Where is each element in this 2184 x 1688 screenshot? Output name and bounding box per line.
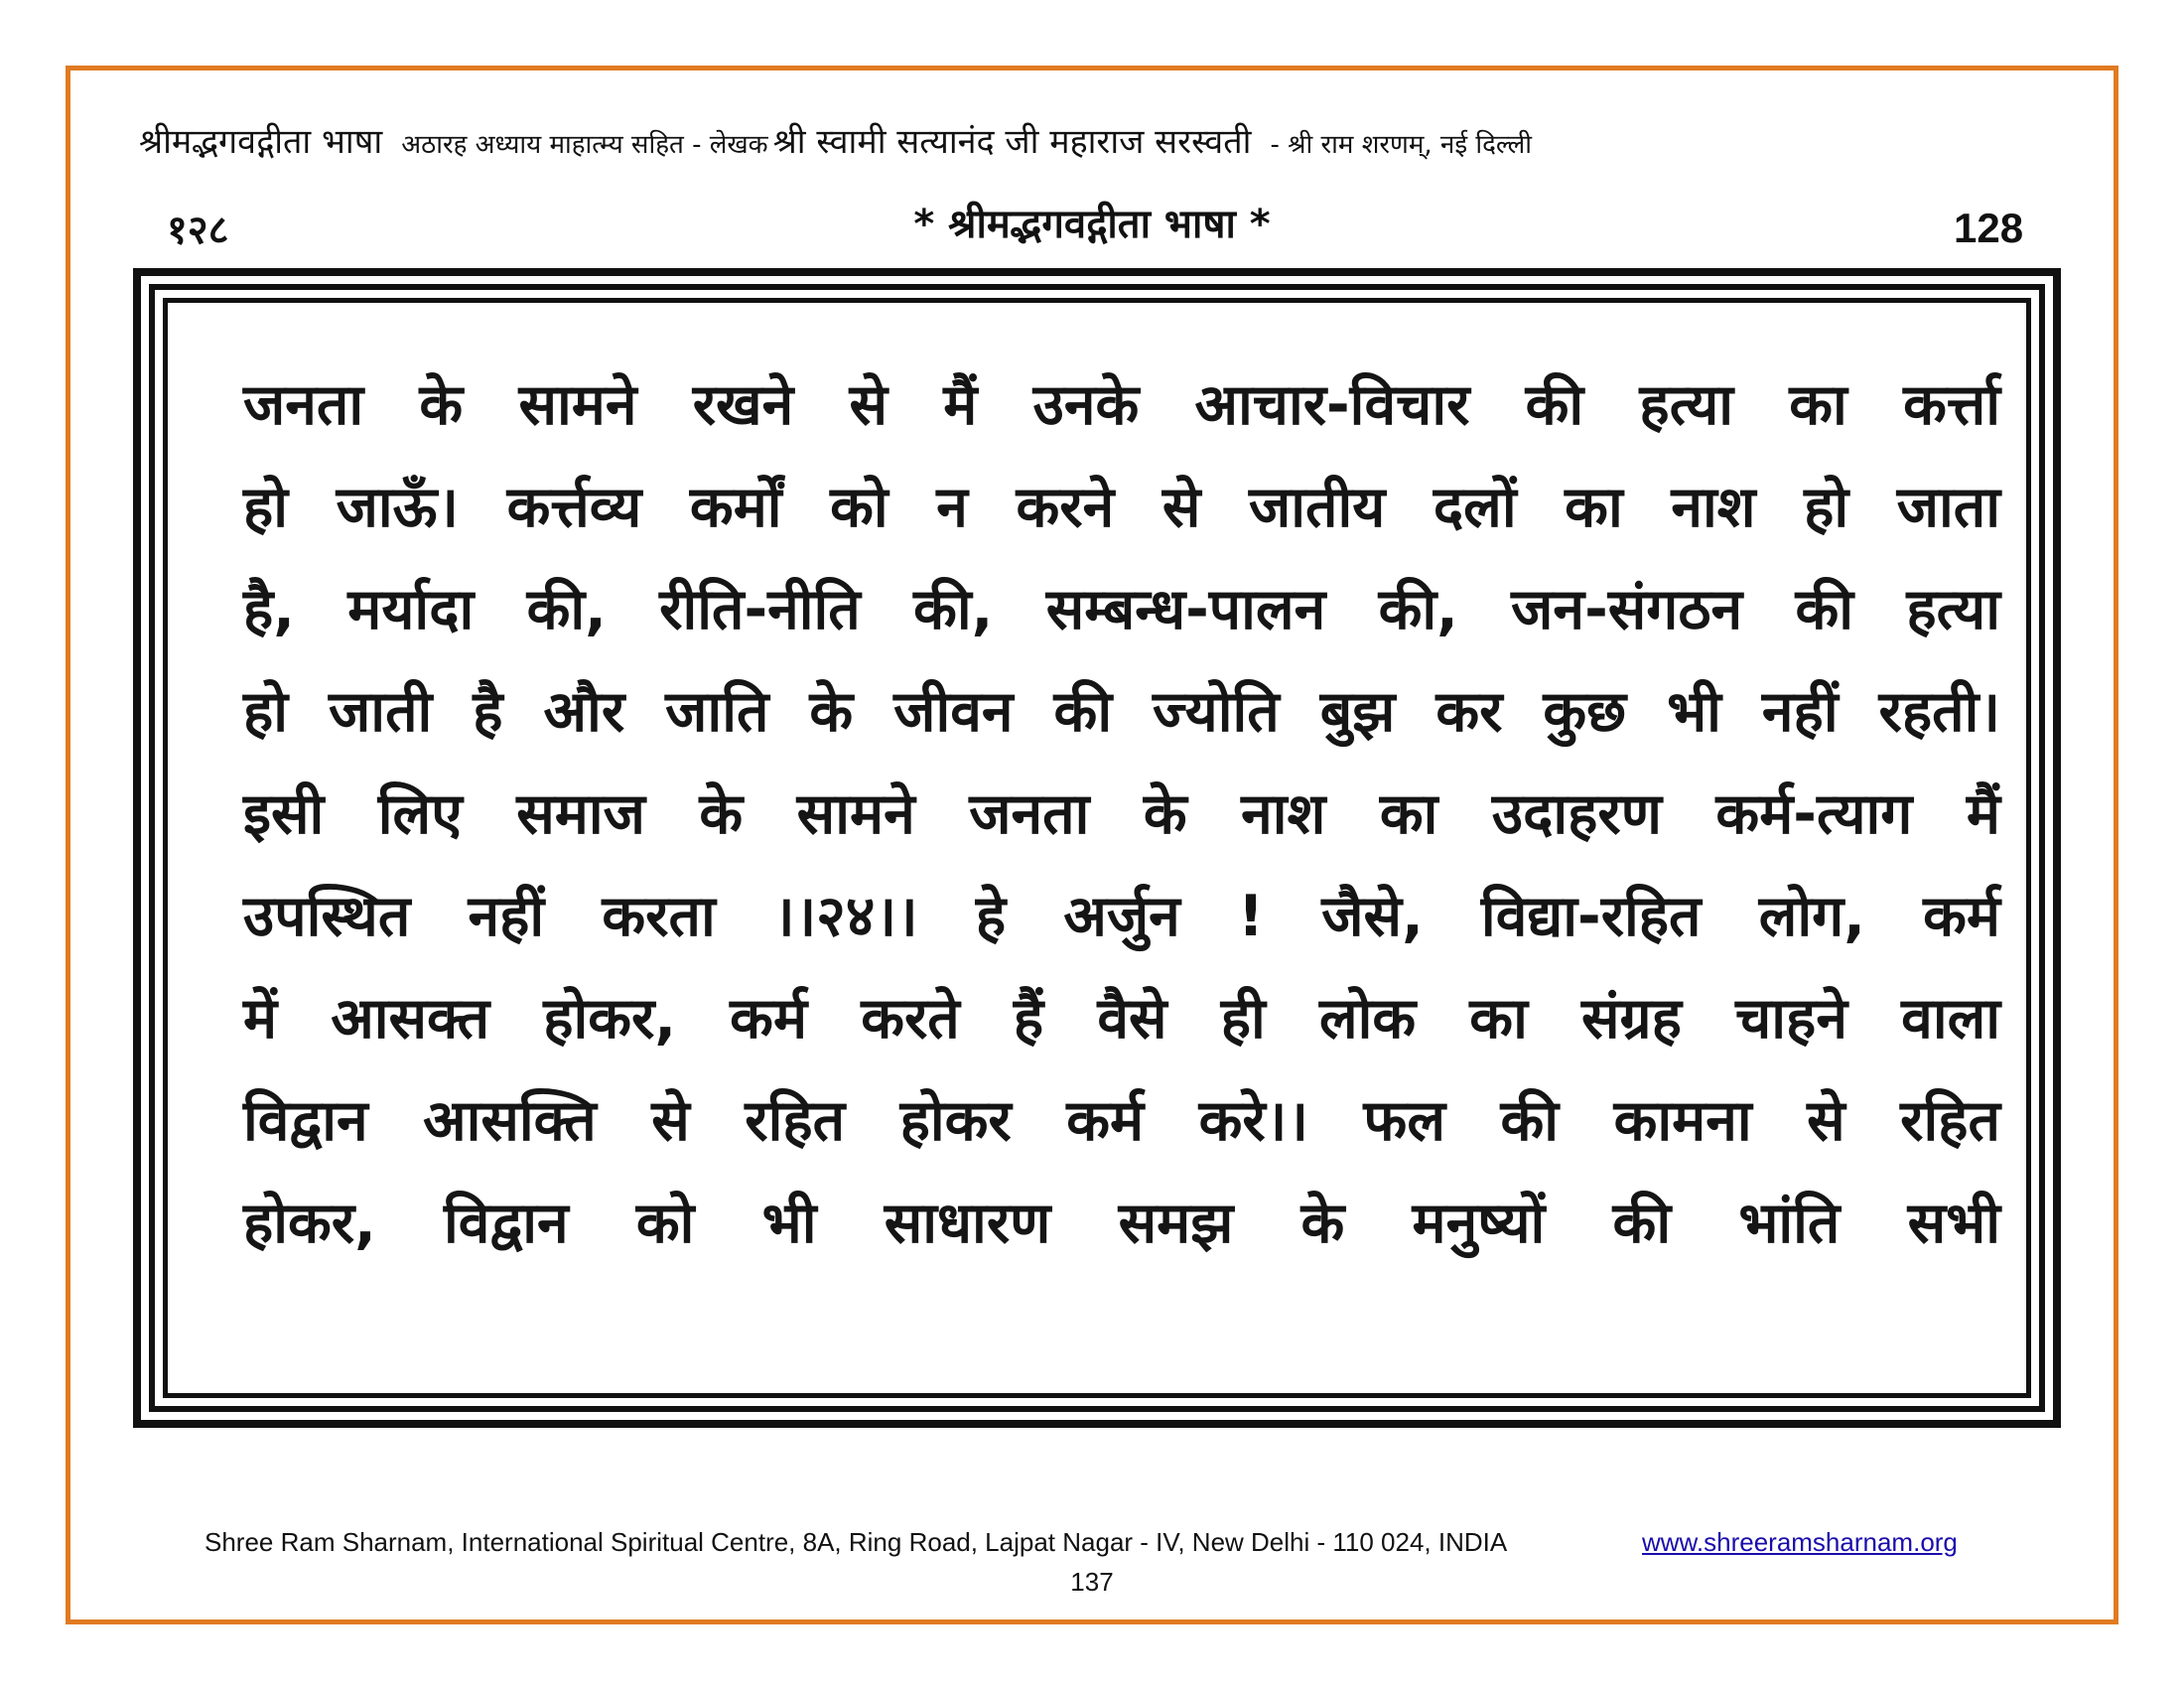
document-header [139, 117, 2065, 163]
running-head: * श्रीमद्भगवद्गीता भाषा * [913, 202, 1271, 247]
verse-frame [133, 268, 2061, 1428]
author-name: श्री स्वामी सत्यानंद जी महाराज सरस्वती [772, 122, 1252, 162]
verse-frame-inner [149, 284, 2045, 1412]
text-line: उपस्थित नहीं करता ।।२४।। हे अर्जुन ! जैसे, विद्या-रहित लोग, कर्म [243, 884, 2000, 949]
text-line: हो जाती है और जाति के जीवन की ज्योति बुझ कर कुछ भी नहीं रहती। [243, 679, 2000, 745]
text-line: में आसक्त होकर, कर्म करते हैं वैसे ही लोक का संग्रह चाहने वाला [243, 986, 2000, 1052]
book-title: श्रीमद्भगवद्गीता भाषा [139, 122, 383, 162]
verse-text [243, 354, 2000, 1275]
verse-frame-innermost [163, 298, 2031, 1398]
text-line: इसी लिए समाज के सामने जनता के नाश का उदाहरण कर्म-त्याग मैं [243, 781, 2000, 847]
website-link[interactable]: www.shreeramsharnam.org [1642, 1527, 1958, 1557]
book-subtitle: अठारह अध्याय माहात्म्य सहित - लेखक [401, 130, 768, 160]
publisher: - श्री राम शरणम्, नई दिल्ली [1270, 130, 1532, 160]
footer-address: Shree Ram Sharnam, International Spiritual Centre, 8A, Ring Road, Lajpat Nagar - IV, New Delhi - 110 024, INDIA [205, 1527, 1508, 1557]
text-line: होकर, विद्वान को भी साधारण समझ के मनुष्यों की भांति सभी [243, 1191, 2000, 1256]
footer-page-number: 137 [1070, 1567, 1114, 1597]
text-line: है, मर्यादा की, रीति-नीति की, सम्बन्ध-पालन की, जन-संगठन की हत्या [243, 577, 2000, 642]
page-number: 128 [1954, 205, 2024, 251]
text-line: जनता के सामने रखने से मैं उनके आचार-विचार की हत्या का कर्त्ता [243, 372, 2000, 438]
page-number-devanagari: १२८ [167, 208, 229, 253]
text-line: विद्वान आसक्ति से रहित होकर कर्म करे।। फल की कामना से रहित [243, 1088, 2000, 1154]
text-line: हो जाऊँ। कर्त्तव्य कर्मों को न करने से जातीय दलों का नाश हो जाता [243, 475, 2000, 540]
